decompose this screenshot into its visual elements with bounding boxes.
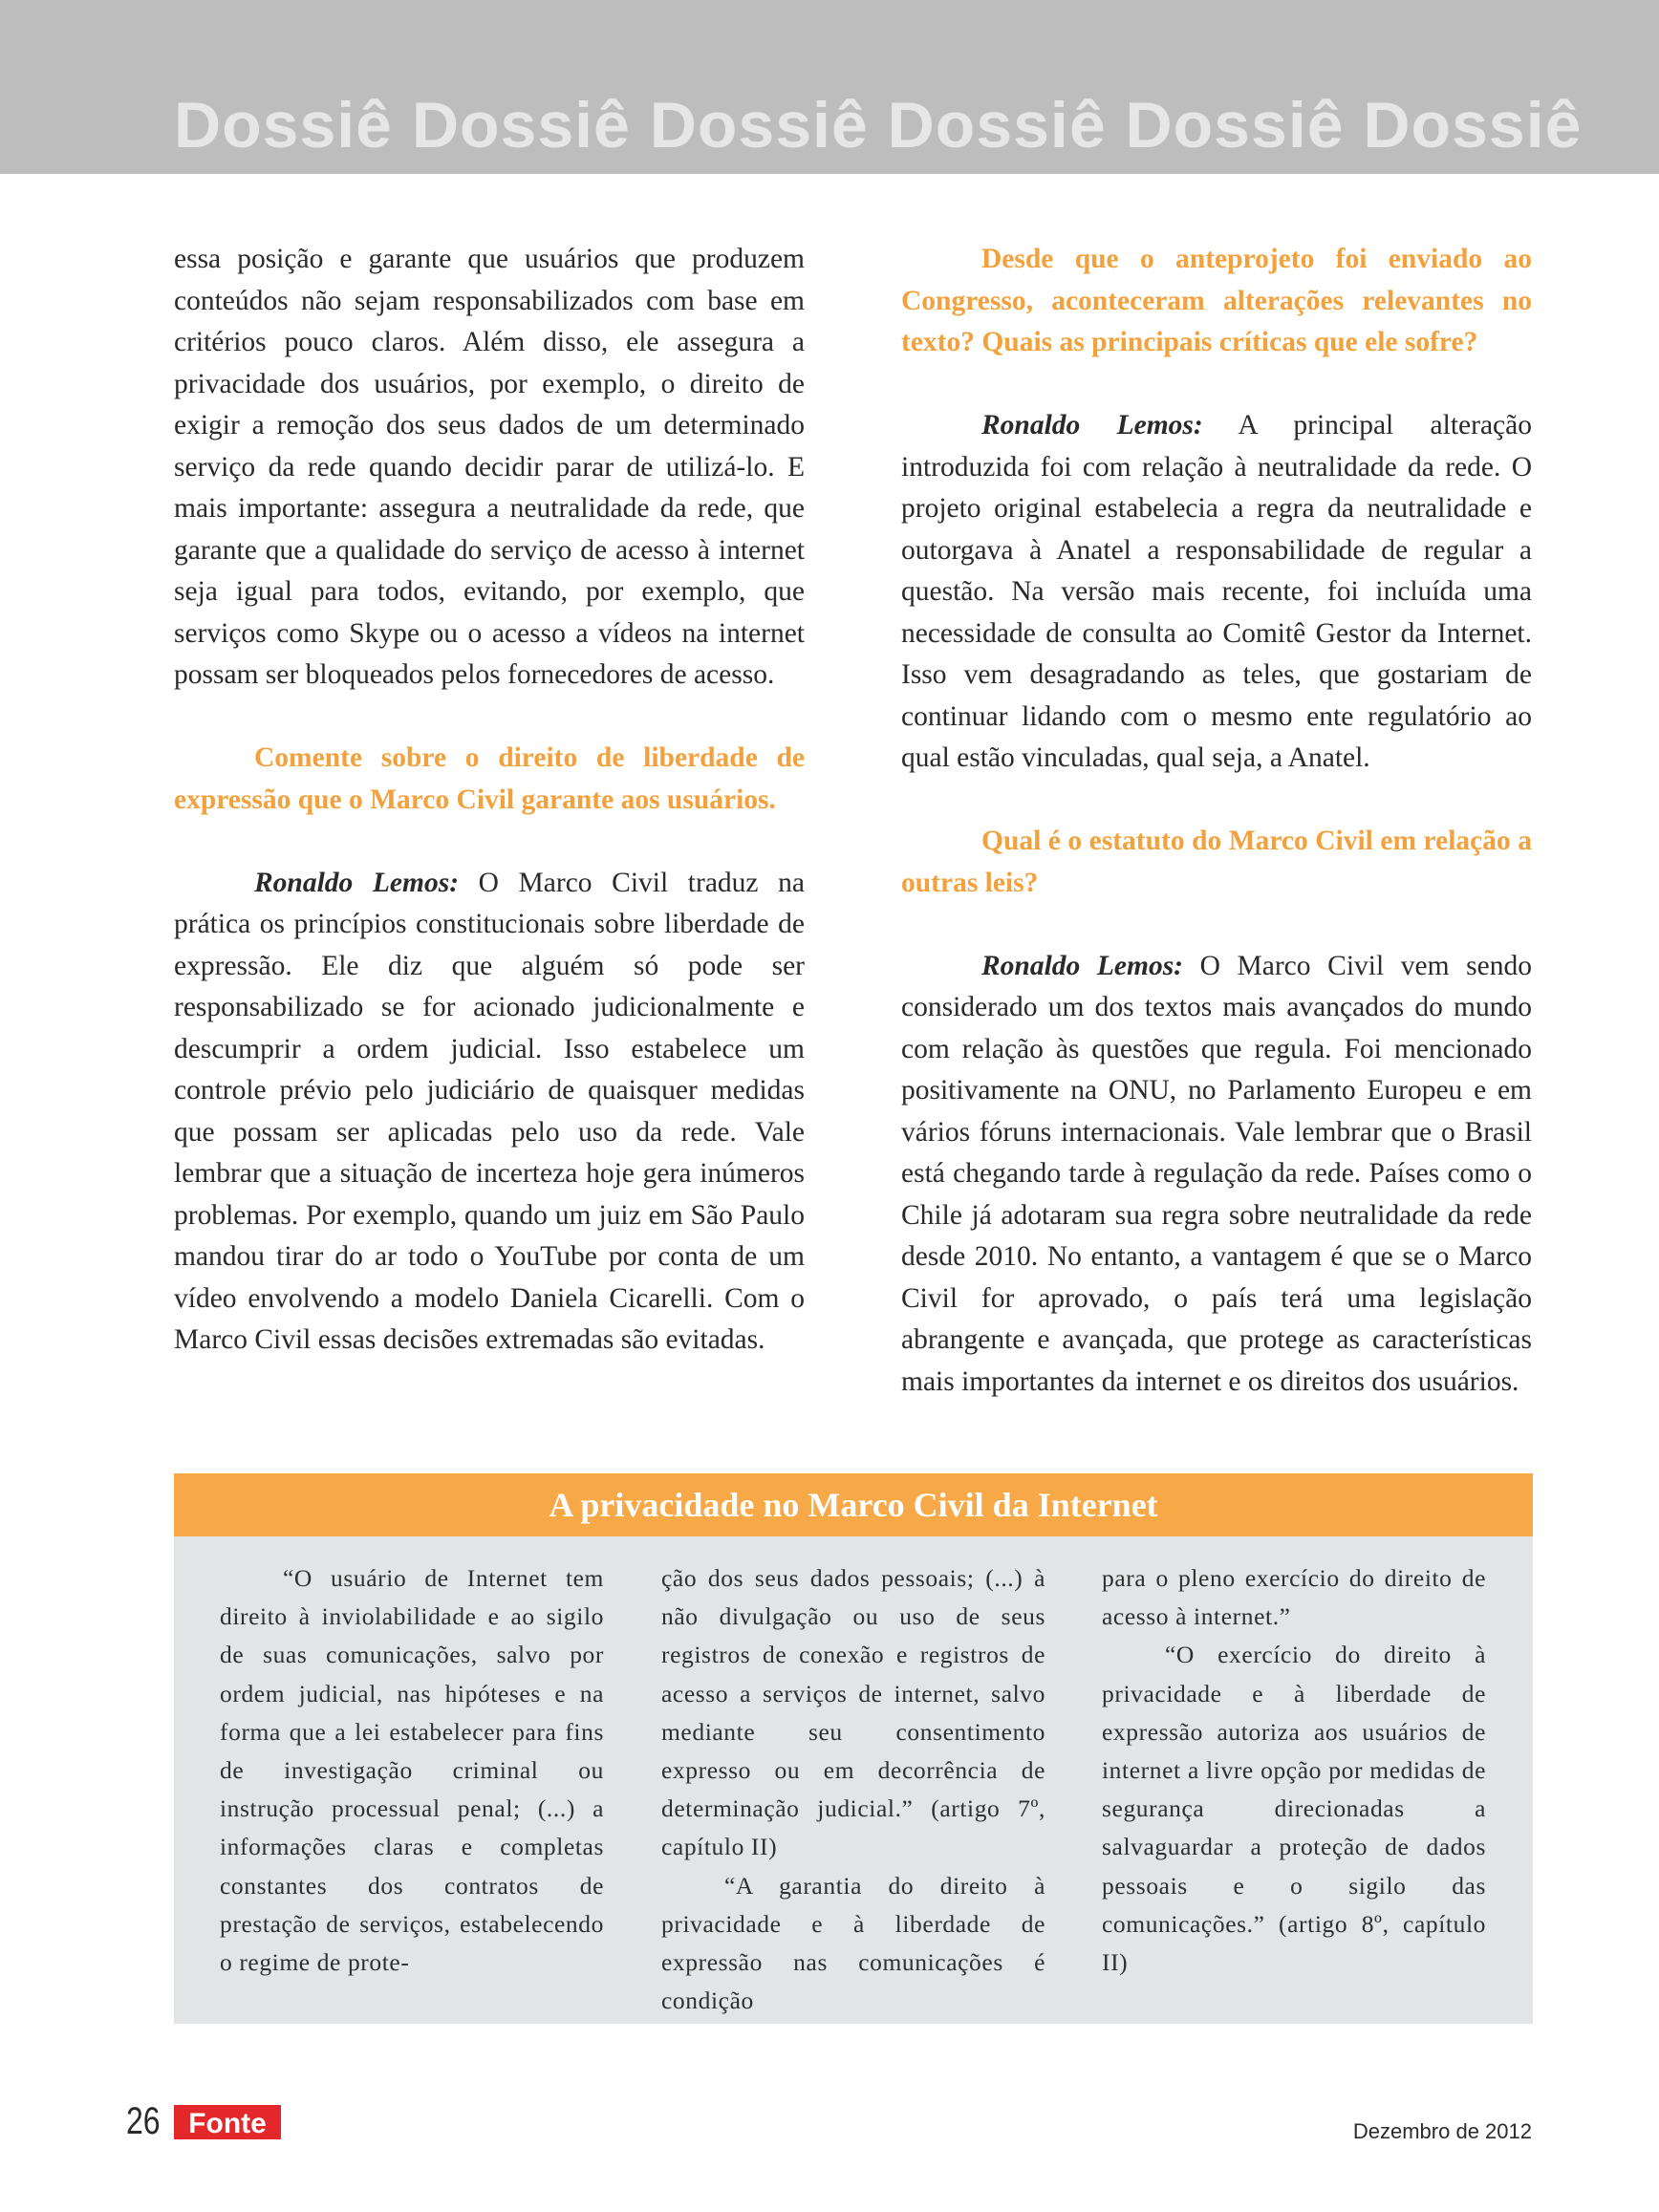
issue-date: Dezembro de 2012 xyxy=(1352,2119,1532,2143)
speaker-name: Ronaldo Lemos: xyxy=(254,867,460,898)
sidebar-box-column xyxy=(1102,1559,1486,1982)
interview-question: Desde que o anteprojeto foi enviado ao Congresso, aconteceram alterações relevantes no texto? Quais as principais críticas que ele sofre? xyxy=(901,244,1532,357)
quote-paragraph: para o pleno exercício do direito de acesso à internet.” xyxy=(1102,1564,1486,1631)
sidebar-box-column xyxy=(661,1559,1045,2020)
answer-text: A principal alteração introduzida foi com relação à neutralidade da rede. O projeto original estabelecia a regra da neutralidade e outorgava à Anatel a responsabilidade de regular a questão. Na versão mais recente, foi incluída uma necessidade de consulta ao Comitê Gestor da Internet. Isso vem desagradando as teles, que gostariam de continuar lidando com o mesmo ente regulatório ao qual estão vinculadas, qual seja, a Anatel. xyxy=(901,410,1532,773)
interview-answer xyxy=(901,946,1532,1404)
interview-question: Comente sobre o direito de liberdade de expressão que o Marco Civil garante aos usuários. xyxy=(174,742,805,815)
sidebar-box-column xyxy=(220,1559,604,1982)
quote-paragraph: “O exercício do direito à privacidade e à liberdade de expressão autoriza aos usuários de internet a livre opção por medidas de segurança direcionadas a salvaguardar a proteção de dados pessoais e o sigilo das comunicações.” (artigo 8º, capítulo II) xyxy=(1102,1641,1486,1977)
speaker-name: Ronaldo Lemos: xyxy=(981,410,1203,440)
interview-answer xyxy=(174,863,805,1362)
answer-text: O Marco Civil traduz na prática os princípios constitucionais sobre liberdade de expressão. Ele diz que alguém só pode ser responsabilizado se for acionado judicionalmente e descumprir a ordem judicial. Isso estabelece um controle prévio pelo judiciário de quaisquer medidas que possam ser aplicadas pelo uso da rede. Vale lembrar que a situação de incerteza hoje gera inúmeros problemas. Por exemplo, quando um juiz em São Paulo mandou tirar do ar todo o YouTube por conta de um vídeo envolvendo a modelo Daniela Cicarelli. Com o Marco Civil essas decisões extremadas são evitadas. xyxy=(174,867,805,1355)
interview-question: Qual é o estatuto do Marco Civil em relação a outras leis? xyxy=(901,826,1532,898)
sidebar-box-title: A privacidade no Marco Civil da Internet xyxy=(549,1486,1158,1524)
article-left-column xyxy=(174,239,805,1362)
article-right-column xyxy=(901,239,1532,1403)
quote-paragraph: “O usuário de Internet tem direito à inviolabilidade e ao sigilo de suas comunicações, salvo por ordem judicial, nas hipóteses e na forma que a lei estabelecer para fins de investigação criminal ou instrução processual penal; (...) a informações claras e completas constantes dos contratos de prestação de serviços, estabelecendo o regime de prote- xyxy=(220,1564,604,1977)
interview-answer xyxy=(901,405,1532,780)
quote-paragraph: “A garantia do direito à privacidade e à liberdade de expressão nas comunicações é condição xyxy=(661,1871,1045,2015)
answer-text: O Marco Civil vem sendo considerado um dos textos mais avançados do mundo com relação às questões que regula. Foi mencionado positivamente na ONU, no Parlamento Europeu e em vários fóruns internacionais. Vale lembrar que o Brasil está chegando tarde à regulação da rede. Países como o Chile já adotaram sua regra sobre neutralidade da rede desde 2010. No entanto, a vantagem é que se o Marco Civil for aprovado, o país terá uma legislação abrangente e avançada, que protege as características mais importantes da internet e os direitos dos usuários. xyxy=(901,950,1532,1397)
sidebar-box-header xyxy=(174,1473,1533,1536)
section-header-band xyxy=(0,0,1659,174)
paragraph: essa posição e garante que usuários que produzem conteúdos não sejam responsabilizados com base em critérios pouco claros. Além disso, ele assegura a privacidade dos usuários, por exemplo, o direito de exigir a remoção dos seus dados de um determinado serviço da rede quando decidir parar de utilizá-lo. E mais importante: assegura a neutralidade da rede, que garante que a qualidade do serviço de acesso à internet seja igual para todos, evitando, por exemplo, que serviços como Skype ou o acesso a vídeos na internet possam ser bloqueados pelos fornecedores de acesso. xyxy=(174,244,805,690)
page-number: 26 xyxy=(126,2100,161,2142)
section-title: Dossiê Dossiê Dossiê Dossiê Dossiê Dossiê xyxy=(174,89,1583,161)
magazine-logo-text: Fonte xyxy=(188,2108,267,2139)
quote-paragraph: ção dos seus dados pessoais; (...) à não divulgação ou uso de seus registros de conexão e registros de acesso a serviços de internet, salvo mediante seu consentimento expresso ou em decorrência de determinação judicial.” (artigo 7º, capítulo II) xyxy=(661,1564,1045,1861)
speaker-name: Ronaldo Lemos: xyxy=(981,950,1184,981)
magazine-logo xyxy=(174,2105,281,2139)
